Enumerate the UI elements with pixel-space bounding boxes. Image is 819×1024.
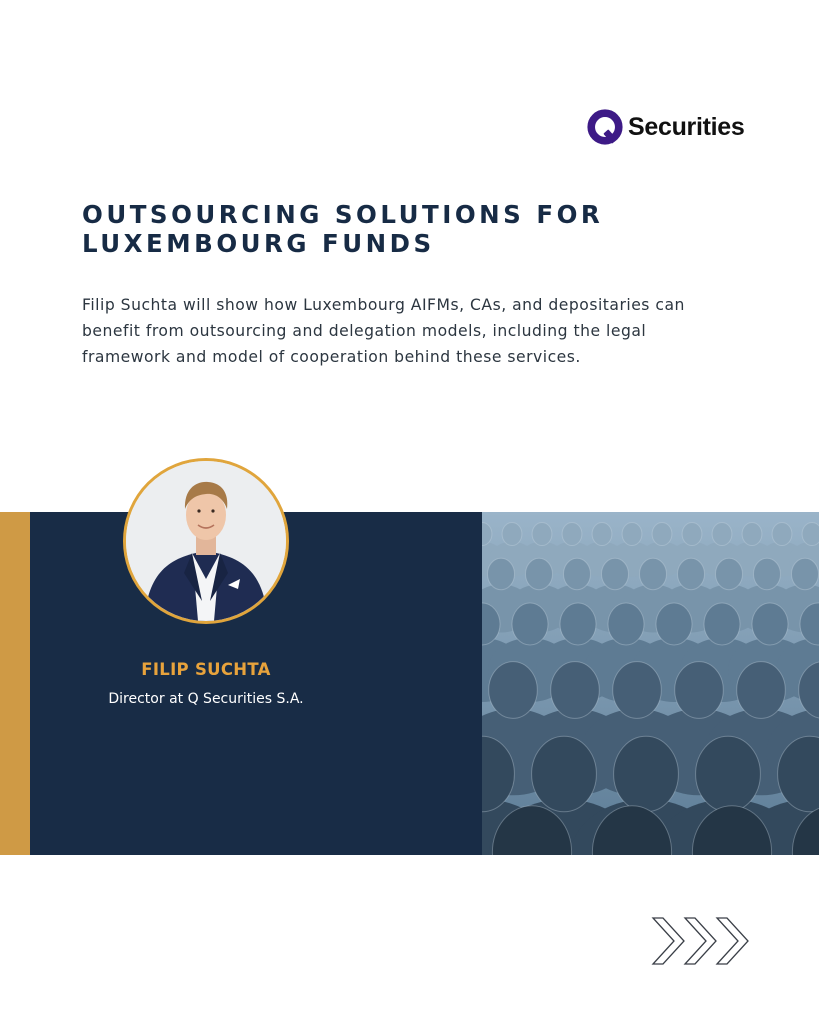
title-line-1: OUTSOURCING SOLUTIONS FOR: [82, 200, 604, 229]
speaker-portrait: [123, 458, 289, 624]
speaker-role: Director at Q Securities S.A.: [108, 691, 304, 707]
crowd-head: [742, 522, 762, 545]
crowd-head: [737, 662, 786, 719]
crowd-head: [608, 603, 644, 645]
crowd-head: [532, 522, 552, 545]
crowd-head: [696, 736, 761, 812]
gold-accent-bar: [0, 512, 30, 855]
crowd-head: [526, 558, 553, 590]
crowd-head: [652, 522, 672, 545]
crowd-head: [802, 522, 819, 545]
q-logo-icon: [586, 108, 624, 146]
speaker-photo: [126, 461, 286, 621]
crowd-photo: [482, 512, 819, 855]
crowd-head: [792, 558, 819, 590]
crowd-head: [564, 558, 591, 590]
crowd-head: [622, 522, 642, 545]
crowd-head: [512, 603, 548, 645]
crowd-head: [551, 662, 600, 719]
crowd-head: [640, 558, 667, 590]
crowd-head: [489, 662, 538, 719]
brand-logo: [586, 108, 745, 146]
chevrons-right-icon[interactable]: [650, 914, 752, 968]
logo-wordmark: Securities: [628, 112, 745, 141]
crowd-head: [704, 603, 740, 645]
crowd-head: [678, 558, 705, 590]
crowd-head: [488, 558, 515, 590]
crowd-head: [716, 558, 743, 590]
crowd-head: [754, 558, 781, 590]
crowd-head: [562, 522, 582, 545]
crowd-head: [532, 736, 597, 812]
crowd-head: [772, 522, 792, 545]
crowd-head: [560, 603, 596, 645]
intro-paragraph: Filip Suchta will show how Luxembourg AIFMs, CAs, and depositaries can benefit from outsourcing and delegation models, including the legal framework and model of cooperation behind these services.: [82, 296, 685, 366]
crowd-head: [613, 662, 662, 719]
crowd-head: [752, 603, 788, 645]
speaker-name: FILIP SUCHTA: [141, 660, 271, 679]
crowd-head: [614, 736, 679, 812]
crowd-head: [712, 522, 732, 545]
crowd-head: [675, 662, 724, 719]
crowd-head: [656, 603, 692, 645]
page-title: [82, 200, 702, 258]
crowd-head: [502, 522, 522, 545]
crowd-head: [602, 558, 629, 590]
crowd-head: [682, 522, 702, 545]
crowd-head: [592, 522, 612, 545]
title-line-2: LUXEMBOURG FUNDS: [82, 229, 435, 258]
